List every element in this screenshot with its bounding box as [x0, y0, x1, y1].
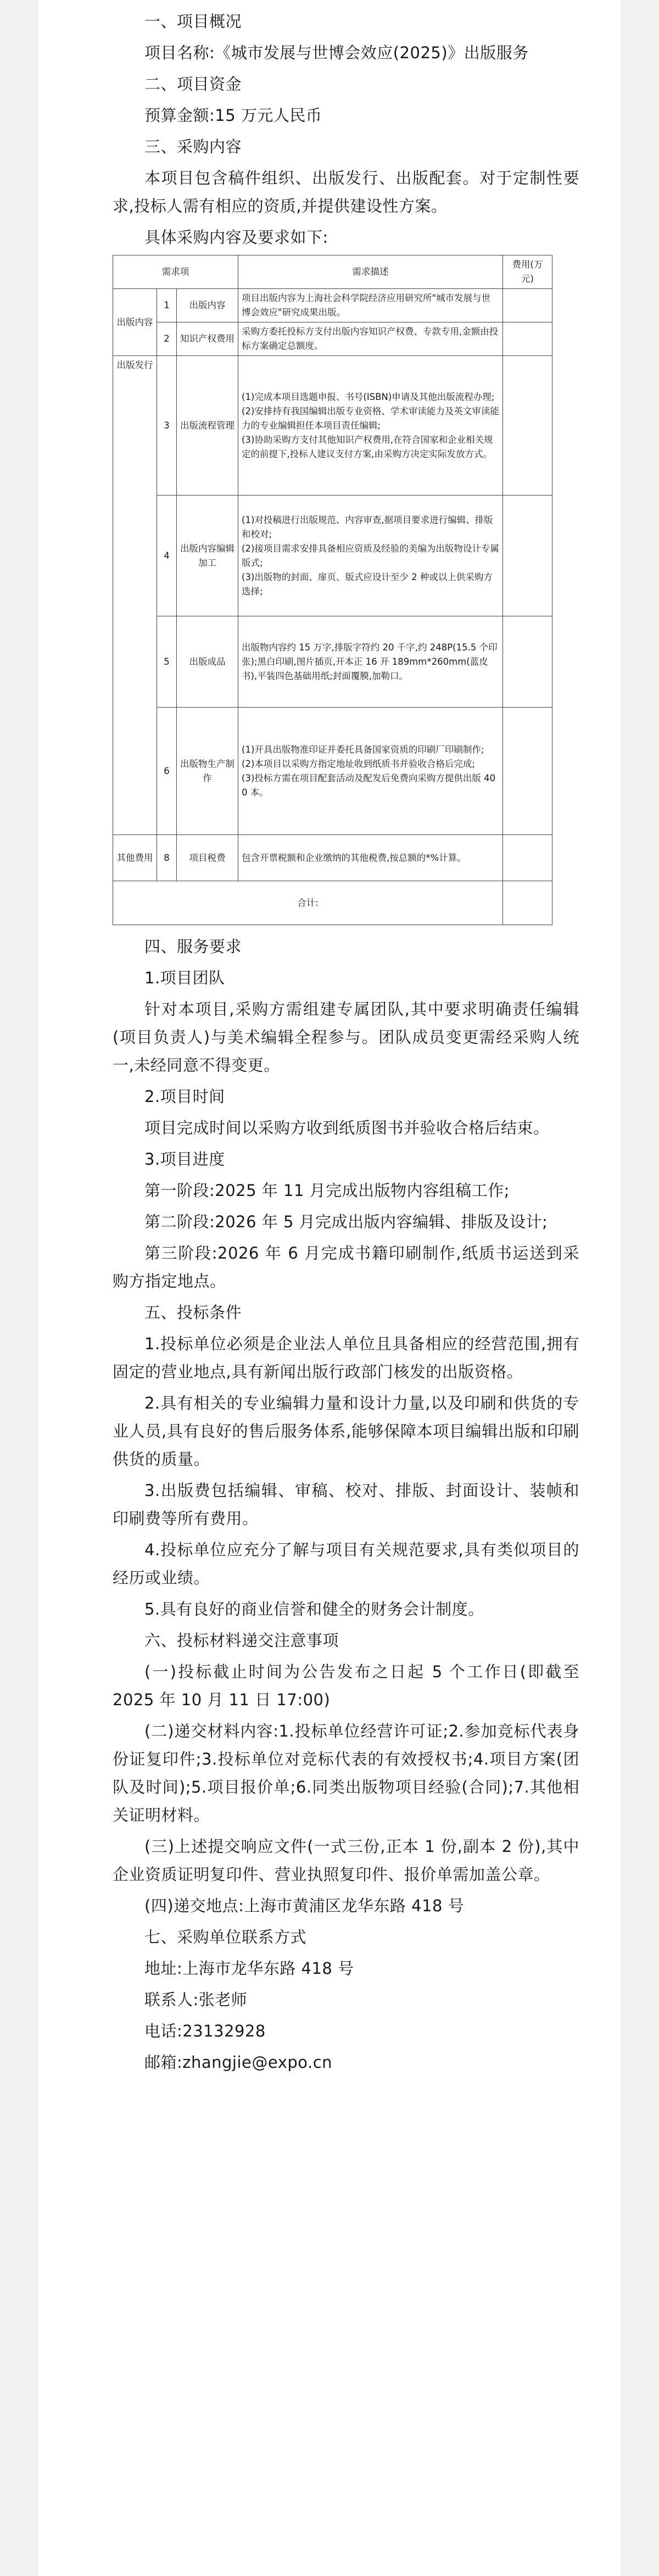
row-no: 5	[157, 616, 177, 708]
desc-line: (1)对投稿进行出版规范、内容审查,据项目要求进行编辑、排版和校对;	[242, 514, 493, 539]
desc-line: (3)出版物的封面、扉页、版式应设计至少 2 种或以上供采购方选择;	[242, 571, 493, 597]
row-desc: 包含开票税额和企业缴纳的其他税费,按总额的*%计算。	[238, 835, 503, 881]
desc-line: (3)协助采购方支付其他知识产权费用,在符合国家和企业相关规定的前提下,投标人建议支付方案,由采购方决定实际发放方式。	[242, 434, 493, 459]
row-fee	[503, 496, 552, 616]
bid-condition-4: 4.投标单位应充分了解与项目有关规范要求,具有类似项目的经历或业绩。	[113, 1540, 579, 1587]
section-heading-2: 二、项目资金	[144, 75, 242, 93]
section-heading-4: 四、服务要求	[144, 937, 242, 956]
section-heading-6: 六、投标材料递交注意事项	[144, 1631, 339, 1650]
desc-line: (2)安排持有我国编辑出版专业资格、学术审读能力及英文审读能力的专业编辑担任本项目责任编辑;	[242, 405, 499, 431]
contact-email[interactable]: 邮箱:zhangjie@expo.cn	[144, 2053, 333, 2072]
row-fee	[503, 289, 552, 322]
service-1-body: 针对本项目,采购方需组建专属团队,其中要求明确责任编辑(项目负责人)与美术编辑全程参与。团队成员变更需经采购人统一,未经同意不得变更。	[113, 1000, 579, 1075]
row-no: 2	[157, 322, 177, 356]
service-2-title: 2.项目时间	[144, 1087, 225, 1106]
phase-3: 第三阶段:2026 年 6 月完成书籍印刷制作,纸质书运送到采购方指定地点。	[113, 1244, 579, 1290]
table-row	[113, 835, 552, 881]
budget-text: 预算金额:15 万元人民币	[144, 106, 322, 125]
group-label: 出版发行	[113, 356, 157, 835]
table-header-row	[113, 255, 552, 289]
table-row	[113, 289, 552, 322]
row-name: 知识产权费用	[177, 322, 238, 356]
row-fee	[503, 356, 552, 496]
bid-condition-5: 5.具有良好的商业信誉和健全的财务会计制度。	[144, 1600, 484, 1618]
row-fee	[503, 835, 552, 881]
row-name: 出版物生产制作	[177, 708, 238, 835]
row-no: 8	[157, 835, 177, 881]
row-desc: 项目出版内容为上海社会科学院经济应用研究所"城市发展与世博会效应"研究成果出版。	[238, 289, 503, 322]
section-heading-3: 三、采购内容	[144, 137, 242, 156]
group-label: 其他费用	[113, 835, 157, 881]
row-desc: 采购方委托投标方支付出版内容知识产权费、专款专用,金额由投标方案确定总额度。	[238, 322, 503, 356]
section-heading-7: 七、采购单位联系方式	[144, 1928, 307, 1946]
row-fee	[503, 708, 552, 835]
section-heading-5: 五、投标条件	[144, 1303, 242, 1322]
table-row	[113, 356, 552, 496]
row-name: 出版成品	[177, 616, 238, 708]
service-1-title: 1.项目团队	[144, 969, 225, 987]
row-desc	[238, 708, 503, 835]
table-row	[113, 708, 552, 835]
table-total-row	[113, 881, 552, 925]
row-name: 项目税费	[177, 835, 238, 881]
total-label: 合计:	[113, 881, 503, 925]
desc-line: (3)投标方需在项目配套活动及配发后免费向采购方提供出版 400 本。	[242, 772, 496, 798]
row-name: 出版内容	[177, 289, 238, 322]
contact-person: 联系人:张老师	[144, 1990, 248, 2009]
row-desc: 出版物内容约 15 万字,排版字符约 20 千字,约 248P(15.5 个印张);黑白印刷,图片插页,开本正 16 开 189mm*260mm(蓝皮书),平装四色基础用纸;封面覆膜,加勒口。	[238, 616, 503, 708]
row-no: 1	[157, 289, 177, 322]
submit-note-1: (一)投标截止时间为公告发布之日起 5 个工作日(即截至 2025 年 10 月 11 日 17:00)	[113, 1662, 579, 1709]
header-fee: 费用(万元)	[503, 255, 552, 289]
row-fee	[503, 322, 552, 356]
document-page	[38, 0, 621, 2576]
table-intro: 具体采购内容及要求如下:	[144, 228, 328, 247]
table-row	[113, 616, 552, 708]
desc-line: (1)开具出版物准印证并委托具备国家资质的印刷厂印刷制作;	[242, 744, 484, 755]
contact-address: 地址:上海市龙华东路 418 号	[144, 1959, 354, 1978]
bid-condition-1: 1.投标单位必须是企业法人单位且具备相应的经营范围,拥有固定的营业地点,具有新闻出版行政部门核发的出版资格。	[113, 1334, 579, 1381]
bid-condition-2: 2.具有相关的专业编辑力量和设计力量,以及印刷和供货的专业人员,具有良好的售后服务体系,能够保障本项目编辑出版和印刷供货的质量。	[113, 1394, 579, 1468]
desc-line: (2)本项目以采购方指定地址收到纸质书并验收合格后完成;	[242, 758, 475, 769]
phase-2: 第二阶段:2026 年 5 月完成出版内容编辑、排版及设计;	[144, 1212, 548, 1231]
service-3-title: 3.项目进度	[144, 1150, 225, 1169]
row-no: 4	[157, 496, 177, 616]
section-heading-1: 一、项目概况	[144, 12, 242, 31]
row-desc	[238, 356, 503, 496]
table-row	[113, 322, 552, 356]
desc-line: (2)接项目需求安排具备相应资质及经验的美编为出版物设计专属版式;	[242, 543, 499, 568]
service-2-body: 项目完成时间以采购方收到纸质图书并验收合格后结束。	[144, 1119, 550, 1137]
row-fee	[503, 616, 552, 708]
submit-note-4: (四)递交地点:上海市黄浦区龙华东路 418 号	[144, 1896, 465, 1915]
contact-phone: 电话:23132928	[144, 2022, 266, 2040]
row-name: 出版流程管理	[177, 356, 238, 496]
group-label: 出版内容	[113, 289, 157, 356]
table-row	[113, 496, 552, 616]
row-name: 出版内容编辑加工	[177, 496, 238, 616]
desc-line: (1)完成本项目选题申报、书号(ISBN)申请及其他出版流程办理;	[242, 391, 495, 402]
submit-note-2: (二)递交材料内容:1.投标单位经营许可证;2.参加竞标代表身份证复印件;3.投标单位对竞标代表的有效授权书;4.项目方案(团队及时间);5.项目报价单;6.同类出版物项目经验(合同);7.其他相关证明材料。	[113, 1722, 579, 1824]
total-fee	[503, 881, 552, 925]
row-desc	[238, 496, 503, 616]
header-desc: 需求描述	[238, 255, 503, 289]
phase-1: 第一阶段:2025 年 11 月完成出版物内容组稿工作;	[144, 1181, 510, 1200]
row-no: 6	[157, 708, 177, 835]
bid-condition-3: 3.出版费包括编辑、审稿、校对、排版、封面设计、装帧和印刷费等所有费用。	[113, 1481, 579, 1528]
header-item: 需求项	[113, 255, 238, 289]
row-no: 3	[157, 356, 177, 496]
project-name: 项目名称:《城市发展与世博会效应(2025)》出版服务	[144, 43, 529, 62]
submit-note-3: (三)上述提交响应文件(一式三份,正本 1 份,副本 2 份),其中企业资质证明复印件、营业执照复印件、报价单需加盖公章。	[113, 1837, 579, 1884]
requirements-table	[113, 255, 552, 925]
content-text: 本项目包含稿件组织、出版发行、出版配套。对于定制性要求,投标人需有相应的资质,并提供建设性方案。	[113, 169, 579, 215]
